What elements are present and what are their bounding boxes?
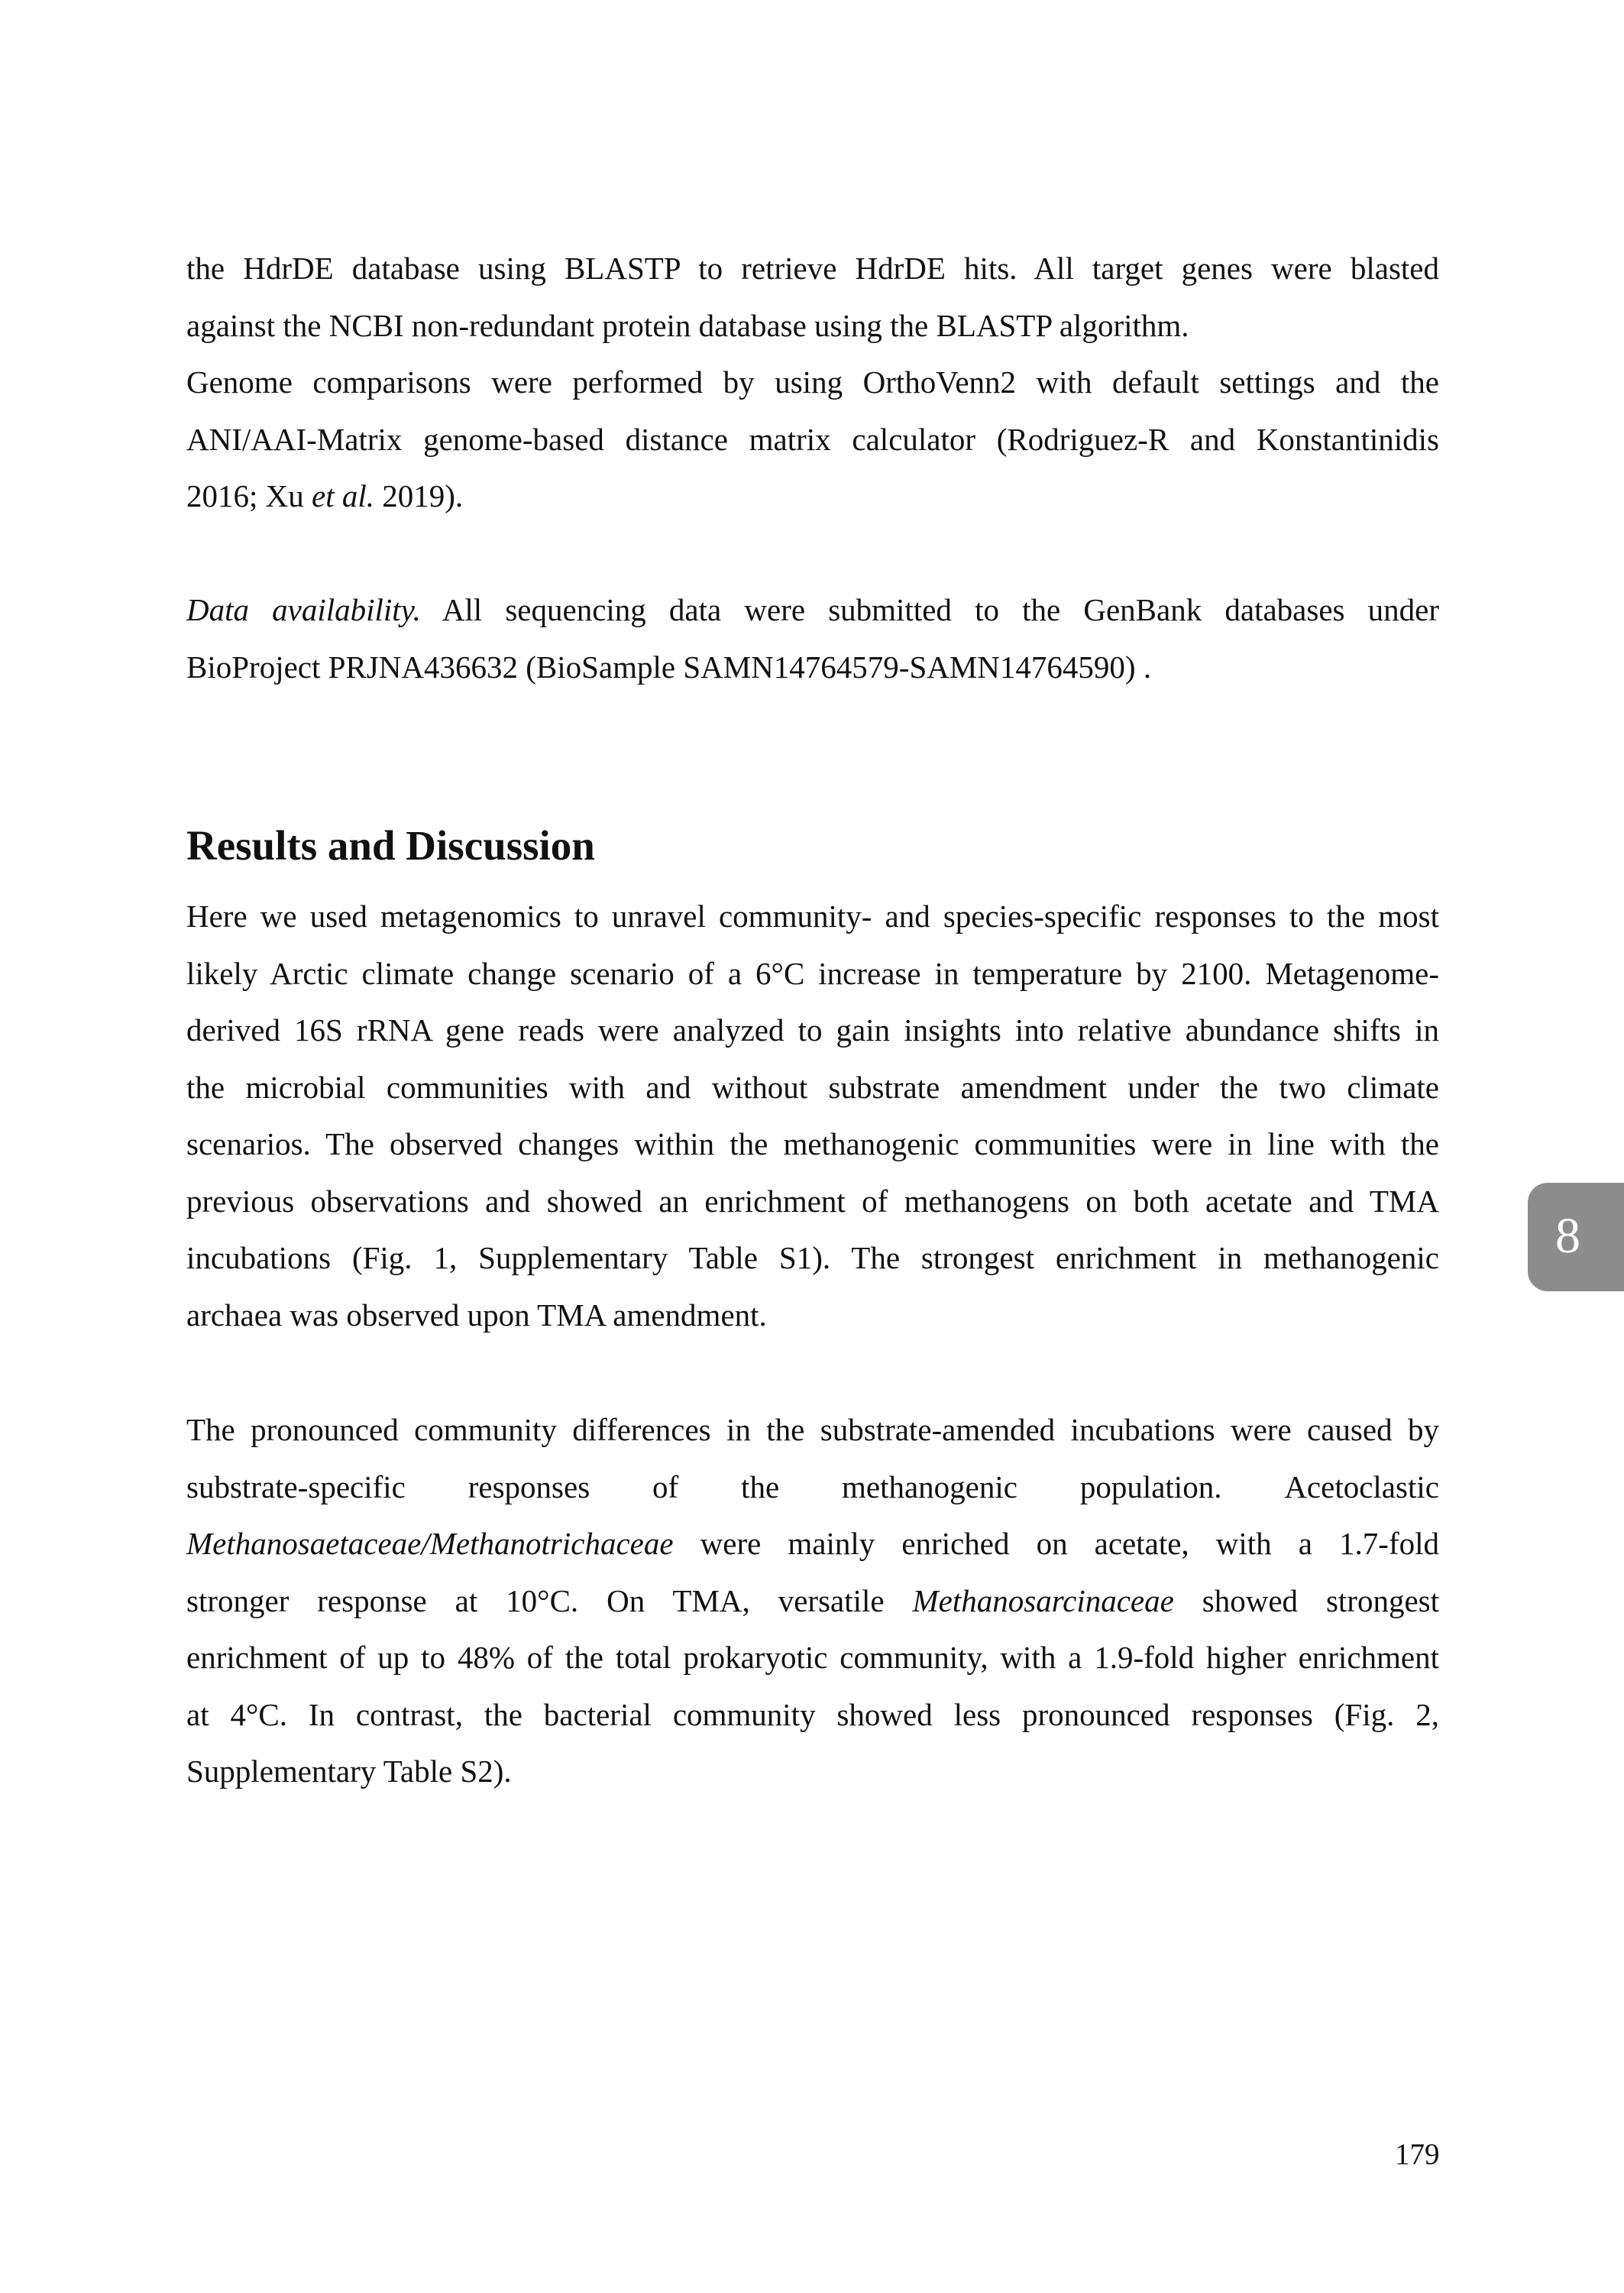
chapter-tab bbox=[1528, 1183, 1624, 1291]
text-run: 2019). bbox=[374, 478, 464, 513]
text-line: incubations (Fig. 1, Supplementary Table S1). The strongest enrichment in methanogenic bbox=[186, 1240, 1439, 1275]
text-line: ANI/AAI-Matrix genome-based distance matrix calculator (Rodriguez-R and Konstantinidis bbox=[186, 421, 1439, 457]
word: substrate-specific bbox=[186, 1469, 406, 1504]
word: methanogenic bbox=[842, 1469, 1017, 1504]
text-line: at 4°C. In contrast, the bacterial community showed less pronounced responses (Fig. 2, bbox=[186, 1696, 1439, 1732]
word: responses bbox=[467, 1469, 590, 1504]
italic-text: Methanosarcinaceae bbox=[912, 1582, 1174, 1618]
text-line bbox=[186, 1459, 1439, 1516]
text-run: showed strongest bbox=[1173, 1582, 1439, 1618]
results-paragraph-2 bbox=[186, 1401, 1439, 1800]
text-line: The pronounced community differences in the substrate-amended incubations were caused by bbox=[186, 1412, 1439, 1447]
text-line: Genome comparisons were performed by using OrthoVenn2 with default settings and the bbox=[186, 364, 1439, 400]
text-line bbox=[186, 1515, 1439, 1572]
text-line: scenarios. The observed changes within the methanogenic communities were in line with the bbox=[186, 1126, 1439, 1161]
word: Acetoclastic bbox=[1284, 1469, 1439, 1504]
word: population. bbox=[1079, 1469, 1222, 1504]
text-line: previous observations and showed an enrichment of methanogens on both acetate and TMA bbox=[186, 1183, 1439, 1219]
text-line: likely Arctic climate change scenario of a 6°C increase in temperature by 2100. Metagenome- bbox=[186, 955, 1439, 991]
text-line: against the NCBI non-redundant protein database using the BLASTP algorithm. bbox=[186, 307, 1189, 343]
text-line: Supplementary Table S2). bbox=[186, 1754, 512, 1789]
text-line bbox=[186, 581, 1439, 639]
section-heading: Results and Discussion bbox=[186, 822, 595, 869]
text-line: derived 16S rRNA gene reads were analyzed to gain insights into relative abundance shifts in bbox=[186, 1012, 1439, 1048]
text-line: the microbial communities with and without substrate amendment under the two climate bbox=[186, 1069, 1439, 1105]
text-run: were mainly enriched on acetate, with a 1.7-fold bbox=[673, 1526, 1439, 1561]
text-line: archaea was observed upon TMA amendment. bbox=[186, 1297, 767, 1333]
text-line: Here we used metagenomics to unravel community- and species-specific responses to the most bbox=[186, 899, 1439, 934]
chapter-number: 8 bbox=[1555, 1208, 1580, 1264]
word: of bbox=[652, 1469, 679, 1504]
word: the bbox=[741, 1469, 780, 1504]
text-run: stronger response at 10°C. On TMA, versatile bbox=[186, 1582, 913, 1618]
page-number: 179 bbox=[1395, 2138, 1440, 2171]
text-line: the HdrDE database using BLASTP to retrieve HdrDE hits. All target genes were blasted bbox=[186, 251, 1439, 286]
text-run: All sequencing data were submitted to the GenBank databases under bbox=[420, 592, 1439, 627]
italic-text: Methanosaetaceae/Methanotrichaceae bbox=[186, 1526, 674, 1561]
methods-paragraph bbox=[186, 240, 1439, 525]
text-line: BioProject PRJNA436632 (BioSample SAMN14764579-SAMN14764590) . bbox=[186, 649, 1152, 685]
text-line bbox=[186, 1572, 1439, 1630]
results-paragraph-1 bbox=[186, 888, 1439, 1343]
text-line bbox=[186, 468, 1439, 525]
italic-text: et al. bbox=[312, 478, 374, 513]
text-line: enrichment of up to 48% of the total prokaryotic community, with a 1.9-fold higher enrichment bbox=[186, 1640, 1439, 1675]
text-run: 2016; Xu bbox=[186, 478, 312, 513]
data-availability-label: Data availability. bbox=[186, 592, 421, 627]
data-availability-paragraph bbox=[186, 581, 1439, 695]
